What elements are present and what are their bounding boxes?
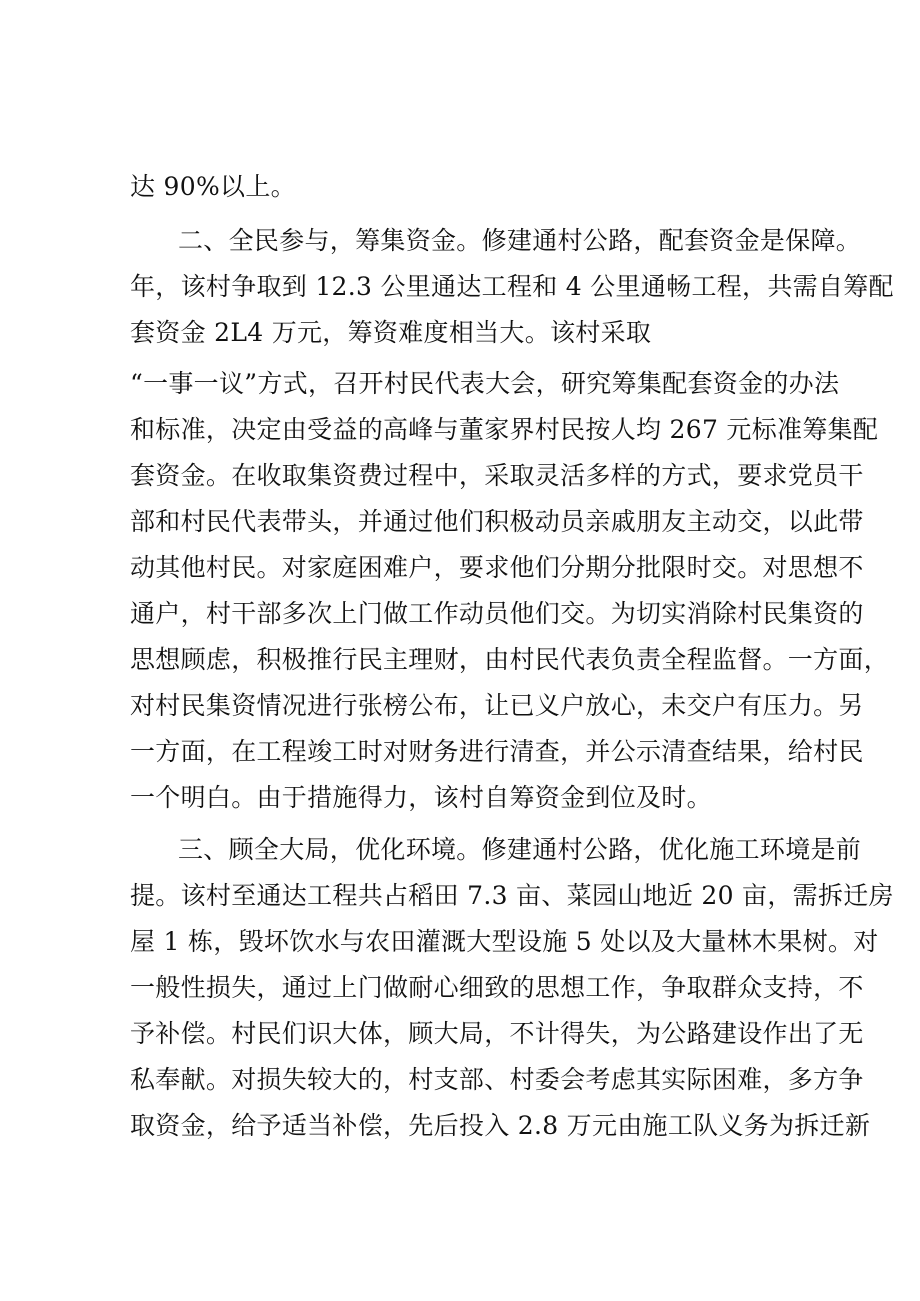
text-line: 达 90%以上。 — [130, 172, 296, 201]
text-line: 动其他村民。对家庭困难户，要求他们分期分批限时交。对思想不 — [130, 553, 864, 582]
text-line: 套资金。在收取集资费过程中，采取灵活多样的方式，要求党员干 — [130, 461, 864, 490]
text-line: 屋 1 栋，毁坏饮水与农田灌溉大型设施 5 处以及大量林木果树。对 — [130, 927, 879, 956]
text-line: 一个明白。由于措施得力，该村自筹资金到位及时。 — [130, 783, 712, 812]
text-line: 和标准，决定由受益的高峰与董家界村民按人均 267 元标准筹集配 — [130, 415, 879, 444]
text-line: 私奉献。对损失较大的，村支部、村委会考虑其实际困难，多方争 — [130, 1065, 864, 1094]
text-line: “一事一议”方式，召开村民代表大会，研究筹集配套资金的办法 — [130, 369, 840, 398]
text-line: 取资金，给予适当补偿，先后投入 2.8 万元由施工队义务为拆迁新 — [130, 1111, 871, 1140]
text-line: 对村民集资情况进行张榜公布，让已义户放心，未交户有压力。另 — [130, 691, 864, 720]
text-line: 通户，村干部多次上门做工作动员他们交。为切实消除村民集资的 — [130, 599, 864, 628]
text-line: 一般性损失，通过上门做耐心细致的思想工作，争取群众支持，不 — [130, 973, 864, 1002]
text-line: 予补偿。村民们识大体，顾大局，不计得失，为公路建设作出了无 — [130, 1019, 864, 1048]
text-line: 思想顾虑，积极推行民主理财，由村民代表负责全程监督。一方面， — [130, 645, 890, 674]
text-line: 一方面，在工程竣工时对财务进行清查，并公示清查结果，给村民 — [130, 737, 864, 766]
text-line: 部和村民代表带头，并通过他们积极动员亲戚朋友主动交，以此带 — [130, 507, 864, 536]
paragraph-heading-line: 三、顾全大局，优化环境。修建通村公路，优化施工环境是前 — [178, 835, 862, 864]
text-line: 提。该村至通达工程共占稻田 7.3 亩、菜园山地近 20 亩，需拆迁房 — [130, 881, 894, 910]
paragraph-heading-line: 二、全民参与，筹集资金。修建通村公路，配套资金是保障。 — [178, 226, 862, 255]
text-line: 套资金 2L4 万元，筹资难度相当大。该村采取 — [130, 318, 652, 347]
text-line: 年，该村争取到 12.3 公里通达工程和 4 公里通畅工程，共需自筹配 — [130, 272, 894, 301]
